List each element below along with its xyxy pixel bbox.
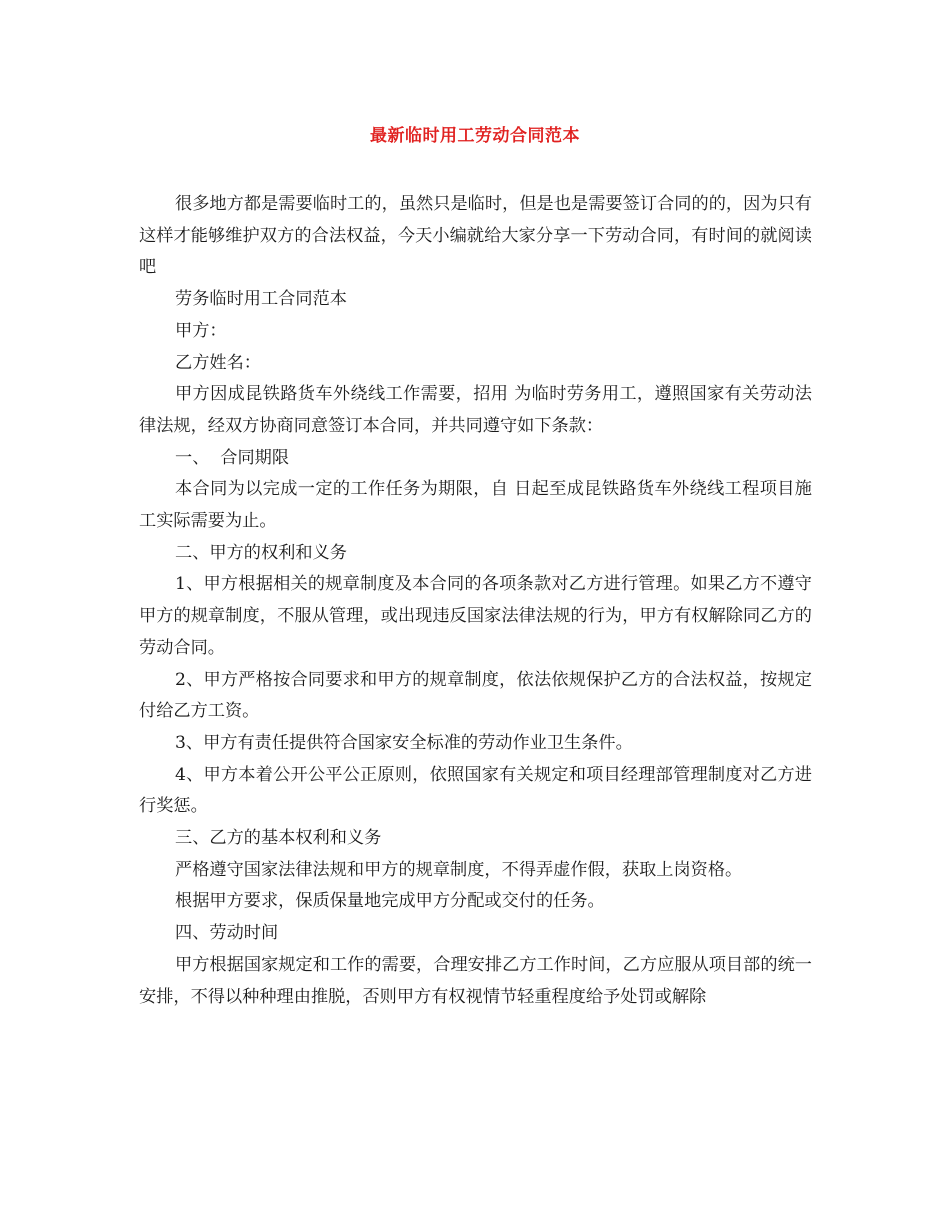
document-body xyxy=(139,189,812,1013)
paragraph-party-a-item-4: 4、甲方本着公开公平公正原则，依照国家有关规定和项目经理部管理制度对乙方进行奖惩。 xyxy=(139,764,812,817)
paragraph-party-a-item-2: 2、甲方严格按合同要求和甲方的规章制度，依法依规保护乙方的合法权益，按规定付给乙方工资。 xyxy=(139,669,812,722)
heading-working-hours: 四、劳动时间 xyxy=(175,923,279,944)
paragraph-party-b: 乙方姓名： xyxy=(175,352,261,373)
heading-party-b-rights: 三、乙方的基本权利和义务 xyxy=(175,828,382,849)
document-title: 最新临时用工劳动合同范本 xyxy=(370,126,580,146)
heading-contract-term: 一、 合同期限 xyxy=(175,447,290,468)
paragraph-contract-term: 本合同为以完成一定的工作任务为期限，自 日起至成昆铁路货车外绕线工程项目施工实际需要为止。 xyxy=(139,479,812,532)
paragraph-intro: 很多地方都是需要临时工的，虽然只是临时，但是也是需要签订合同的的，因为只有这样才能够维护双方的合法权益，今天小编就给大家分享一下劳动合同，有时间的就阅读吧 xyxy=(139,194,812,278)
paragraph-party-b-item-2: 根据甲方要求，保质保量地完成甲方分配或交付的任务。 xyxy=(175,891,605,912)
paragraph-contract-name: 劳务临时用工合同范本 xyxy=(175,289,347,310)
paragraph-party-a-item-1: 1、甲方根据相关的规章制度及本合同的各项条款对乙方进行管理。如果乙方不遵守甲方的规章制度，不服从管理，或出现违反国家法律法规的行为，甲方有权解除同乙方的劳动合同。 xyxy=(139,574,812,658)
paragraph-party-a: 甲方： xyxy=(175,320,227,341)
paragraph-party-b-item-1: 严格遵守国家法律法规和甲方的规章制度，不得弄虚作假，获取上岗资格。 xyxy=(175,859,743,880)
paragraph-party-a-item-3: 3、甲方有责任提供符合国家安全标准的劳动作业卫生条件。 xyxy=(175,732,633,753)
paragraph-preamble: 甲方因成昆铁路货车外绕线工作需要，招用 为临时劳务用工，遵照国家有关劳动法律法规，经双方协商同意签订本合同，并共同遵守如下条款： xyxy=(139,384,812,436)
heading-party-a-rights: 二、甲方的权利和义务 xyxy=(175,542,347,563)
paragraph-working-hours: 甲方根据国家规定和工作的需要，合理安排乙方工作时间，乙方应服从项目部的统一安排，不得以种种理由推脱，否则甲方有权视情节轻重程度给予处罚或解除 xyxy=(139,954,812,1007)
